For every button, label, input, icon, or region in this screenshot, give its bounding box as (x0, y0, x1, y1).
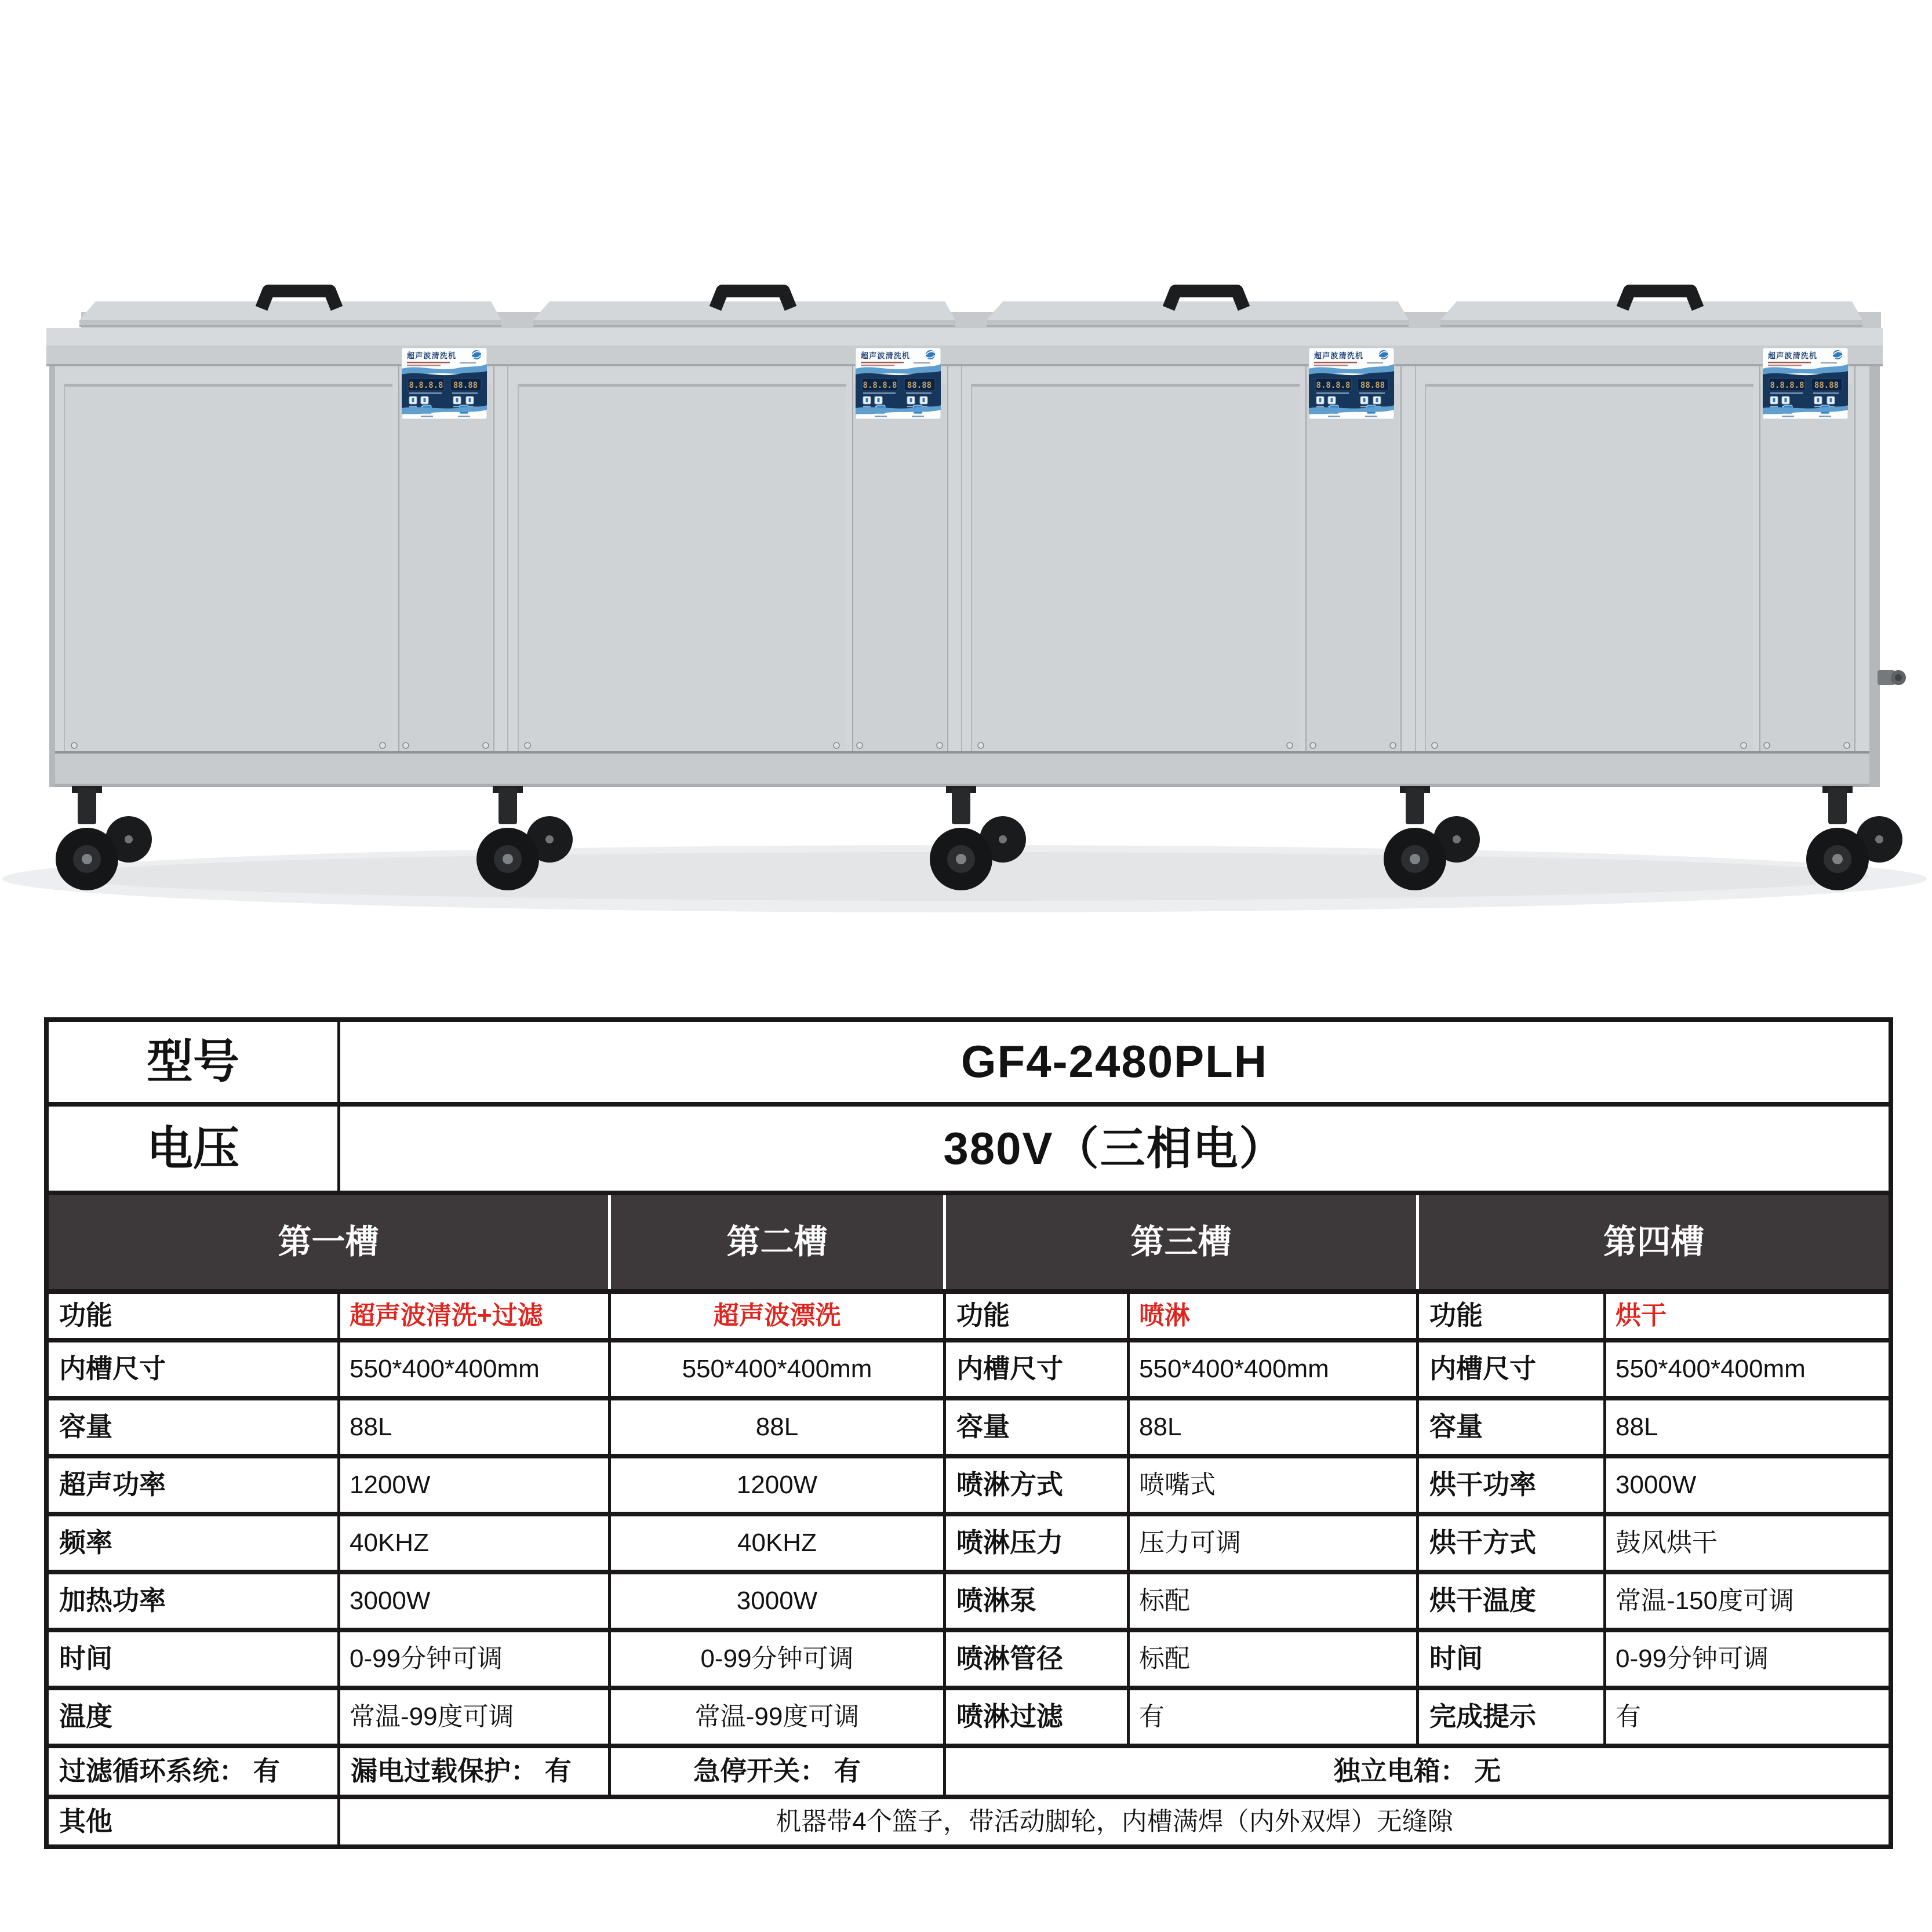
spec-value-cell: 40KHZ (611, 1516, 943, 1570)
spec-label-cell: 内槽尺寸 (49, 1342, 337, 1396)
spec-value-cell: 常温-99度可调 (340, 1690, 608, 1744)
voltage-value-cell: 380V（三相电） (340, 1107, 1889, 1191)
spec-value-cell: 550*400*400mm (340, 1342, 608, 1396)
spec-value-cell: 标配 (1130, 1632, 1416, 1686)
cabinet-body (49, 366, 1880, 787)
spec-label-cell: 喷淋泵 (946, 1574, 1127, 1628)
tank4-header-cell: 第四槽 (1419, 1195, 1889, 1289)
spec-value-cell: 常温-99度可调 (611, 1690, 943, 1744)
spec-label-cell: 时间 (1419, 1632, 1603, 1686)
model-value-cell: GF4-2480PLH (340, 1022, 1889, 1102)
spec-label-cell: 内槽尺寸 (946, 1342, 1127, 1396)
spec-label-cell: 频率 (49, 1516, 337, 1570)
drain-valve (1878, 670, 1906, 685)
spec-label-cell: 烘干方式 (1419, 1516, 1603, 1570)
other-value-cell: 机器带4个篮子，带活动脚轮，内槽满焊（内外双焊）无缝隙 (340, 1799, 1889, 1844)
spec-label-cell: 完成提示 (1419, 1690, 1603, 1744)
spec-value-cell: 鼓风烘干 (1606, 1516, 1889, 1570)
spec-value-cell: 3000W (1606, 1458, 1889, 1512)
spec-label-cell: 喷淋过滤 (946, 1690, 1127, 1744)
independent-box-cell: 独立电箱： 无 (946, 1748, 1889, 1795)
spec-value-cell: 烘干 (1606, 1294, 1889, 1338)
spec-label-cell: 功能 (49, 1294, 337, 1338)
machine-illustration: 超声波清洗机 8.8.8.8 88.88 (0, 0, 1932, 927)
spec-label-cell: 喷淋管径 (946, 1632, 1127, 1686)
emergency-stop-cell: 急停开关： 有 (611, 1748, 943, 1795)
spec-value-cell: 88L (1606, 1400, 1889, 1454)
spec-value-cell: 550*400*400mm (611, 1342, 943, 1396)
spec-value-cell: 压力可调 (1130, 1516, 1416, 1570)
spec-value-cell: 1200W (340, 1458, 608, 1512)
spec-label-cell: 喷淋压力 (946, 1516, 1127, 1570)
voltage-label-cell: 电压 (49, 1107, 337, 1191)
spec-label-cell: 功能 (1419, 1294, 1603, 1338)
spec-value-cell: 550*400*400mm (1606, 1342, 1889, 1396)
spec-label-cell: 喷淋方式 (946, 1458, 1127, 1512)
spec-value-cell: 有 (1130, 1690, 1416, 1744)
spec-value-cell: 有 (1606, 1690, 1889, 1744)
spec-label-cell: 内槽尺寸 (1419, 1342, 1603, 1396)
tank2-header-cell: 第二槽 (611, 1195, 943, 1289)
other-label-cell: 其他 (49, 1799, 337, 1844)
spec-label-cell: 加热功率 (49, 1574, 337, 1628)
spec-value-cell: 1200W (611, 1458, 943, 1512)
spec-label-cell: 温度 (49, 1690, 337, 1744)
tank3-header-cell: 第三槽 (946, 1195, 1416, 1289)
spec-value-cell: 3000W (611, 1574, 943, 1628)
spec-value-cell: 喷嘴式 (1130, 1458, 1416, 1512)
spec-label-cell: 超声功率 (49, 1458, 337, 1512)
spec-label-cell: 容量 (49, 1400, 337, 1454)
spec-value-cell: 常温-150度可调 (1606, 1574, 1889, 1628)
spec-value-cell: 超声波清洗+过滤 (340, 1294, 608, 1338)
spec-label-cell: 烘干温度 (1419, 1574, 1603, 1628)
spec-label-cell: 功能 (946, 1294, 1127, 1338)
spec-value-cell: 超声波漂洗 (611, 1294, 943, 1338)
spec-value-cell: 88L (1130, 1400, 1416, 1454)
spec-label-cell: 容量 (946, 1400, 1127, 1454)
spec-value-cell: 标配 (1130, 1574, 1416, 1628)
spec-table (44, 1017, 1893, 1849)
spec-label-cell: 烘干功率 (1419, 1458, 1603, 1512)
spec-label-cell: 时间 (49, 1632, 337, 1686)
spec-value-cell: 88L (340, 1400, 608, 1454)
model-label-cell: 型号 (49, 1022, 337, 1102)
spec-label-cell: 容量 (1419, 1400, 1603, 1454)
tank1-header-cell: 第一槽 (49, 1195, 608, 1289)
spec-value-cell: 喷淋 (1130, 1294, 1416, 1338)
leakage-protection-cell: 漏电过载保护： 有 (340, 1748, 608, 1795)
spec-value-cell: 550*400*400mm (1130, 1342, 1416, 1396)
spec-value-cell: 3000W (340, 1574, 608, 1628)
spec-value-cell: 0-99分钟可调 (611, 1632, 943, 1686)
spec-value-cell: 88L (611, 1400, 943, 1454)
top-rail (46, 328, 1883, 366)
filter-system-cell: 过滤循环系统： 有 (49, 1748, 337, 1795)
spec-value-cell: 40KHZ (340, 1516, 608, 1570)
spec-value-cell: 0-99分钟可调 (340, 1632, 608, 1686)
spec-value-cell: 0-99分钟可调 (1606, 1632, 1889, 1686)
